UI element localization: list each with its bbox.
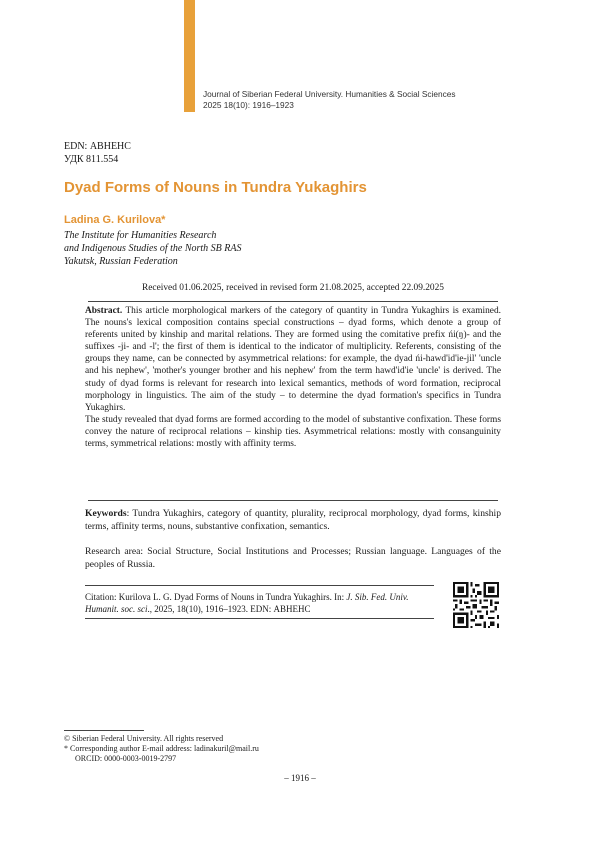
affiliation-line: Yakutsk, Russian Federation xyxy=(64,256,178,267)
journal-issue: 2025 18(10): 1916–1923 xyxy=(203,100,294,110)
abstract-paragraph-2: The study revealed that dyad forms are formed according to the model of substantive confixation. These forms convey the nature of reciprocal relations – kinship ties. Asymmetrical relations: mostly with consanguinity terms, symmetrical relations: mostly with affinity terms. xyxy=(85,414,501,450)
keywords xyxy=(85,508,501,533)
footnotes xyxy=(64,734,259,765)
article-title: Dyad Forms of Nouns in Tundra Yukaghirs xyxy=(64,179,367,196)
abstract xyxy=(85,305,501,450)
journal-accent-bar xyxy=(184,0,195,112)
journal-title: Journal of Siberian Federal University. Humanities & Social Sciences xyxy=(203,89,456,99)
affiliation-line: The Institute for Humanities Research xyxy=(64,230,217,241)
abstract-paragraph-1 xyxy=(85,305,501,414)
author-name: Ladina G. Kurilova* xyxy=(64,214,166,226)
citation-journal: J. Sib. Fed. Univ. Humanit. soc. sci xyxy=(85,592,409,614)
footnote-rule xyxy=(64,730,144,731)
copyright-note: © Siberian Federal University. All rights reserved xyxy=(64,734,224,743)
citation-bottom-rule xyxy=(85,618,434,619)
abstract-bottom-rule xyxy=(88,500,498,501)
article-meta xyxy=(64,140,131,166)
keywords-label: Keywords xyxy=(85,508,127,519)
received-dates: Received 01.06.2025, received in revised form 21.08.2025, accepted 22.09.2025 xyxy=(142,283,444,293)
citation xyxy=(85,591,434,615)
citation-text: Citation: Kurilova L. G. Dyad Forms of Nouns in Tundra Yukaghirs. In: xyxy=(85,592,347,602)
abstract-text-1: This article morphological markers of the category of quantity in Tundra Yukaghirs is examined. The nouns's lexical composition contains special constructions – dyad forms, which denote a group of referents united by kinship and marital relations. They are formed using the comitative prefix ńi(ŋ)- and the suffixes -ji- and -l'; the first of them is identical to the indicator of multiplicity. Referents, consisting of the groups they name, can be connected by asymmetrical relations: for example, the dyad ńi-hawd'id'ie-jil' 'uncle and his nephew', 'mother's younger brother and his nephew' from the term hawd'id'ie 'uncle' is derived. The study of dyad forms is relevant for research into lexical semantics, methods of word formation, reciprocal morphology in linguistics. The aim of the study – to determine the dyad formation's specifics in Tundra Yukaghirs. xyxy=(85,306,501,413)
citation-tail: ., 2025, 18(10), 1916–1923. EDN: АВНЕНС xyxy=(147,604,311,614)
udc-code: УДК 811.554 xyxy=(64,154,119,165)
abstract-label: Abstract. xyxy=(85,306,123,316)
research-area: Research area: Social Structure, Social Institutions and Processes; Russian language. Languages of the peoples of Russia. xyxy=(85,546,501,570)
journal-header xyxy=(203,89,563,111)
citation-top-rule xyxy=(85,585,434,586)
orcid-note: ORCID: 0000-0003-0019-2797 xyxy=(75,754,177,764)
qr-code-icon[interactable] xyxy=(453,582,499,628)
author-affiliation xyxy=(64,229,242,268)
corresponding-author-note: * Corresponding author E-mail address: ladinakuril@mail.ru xyxy=(64,744,259,754)
page-number: – 1916 – xyxy=(284,773,316,783)
abstract-top-rule xyxy=(88,301,498,302)
edn-code: EDN: АВНЕНС xyxy=(64,141,131,152)
keywords-text: : Tundra Yukaghirs, category of quantity, plurality, reciprocal morphology, dyad forms, kinship terms, affinity terms, nouns, substantive confixation, semantics. xyxy=(85,508,501,532)
affiliation-line: and Indigenous Studies of the North SB RAS xyxy=(64,243,242,254)
